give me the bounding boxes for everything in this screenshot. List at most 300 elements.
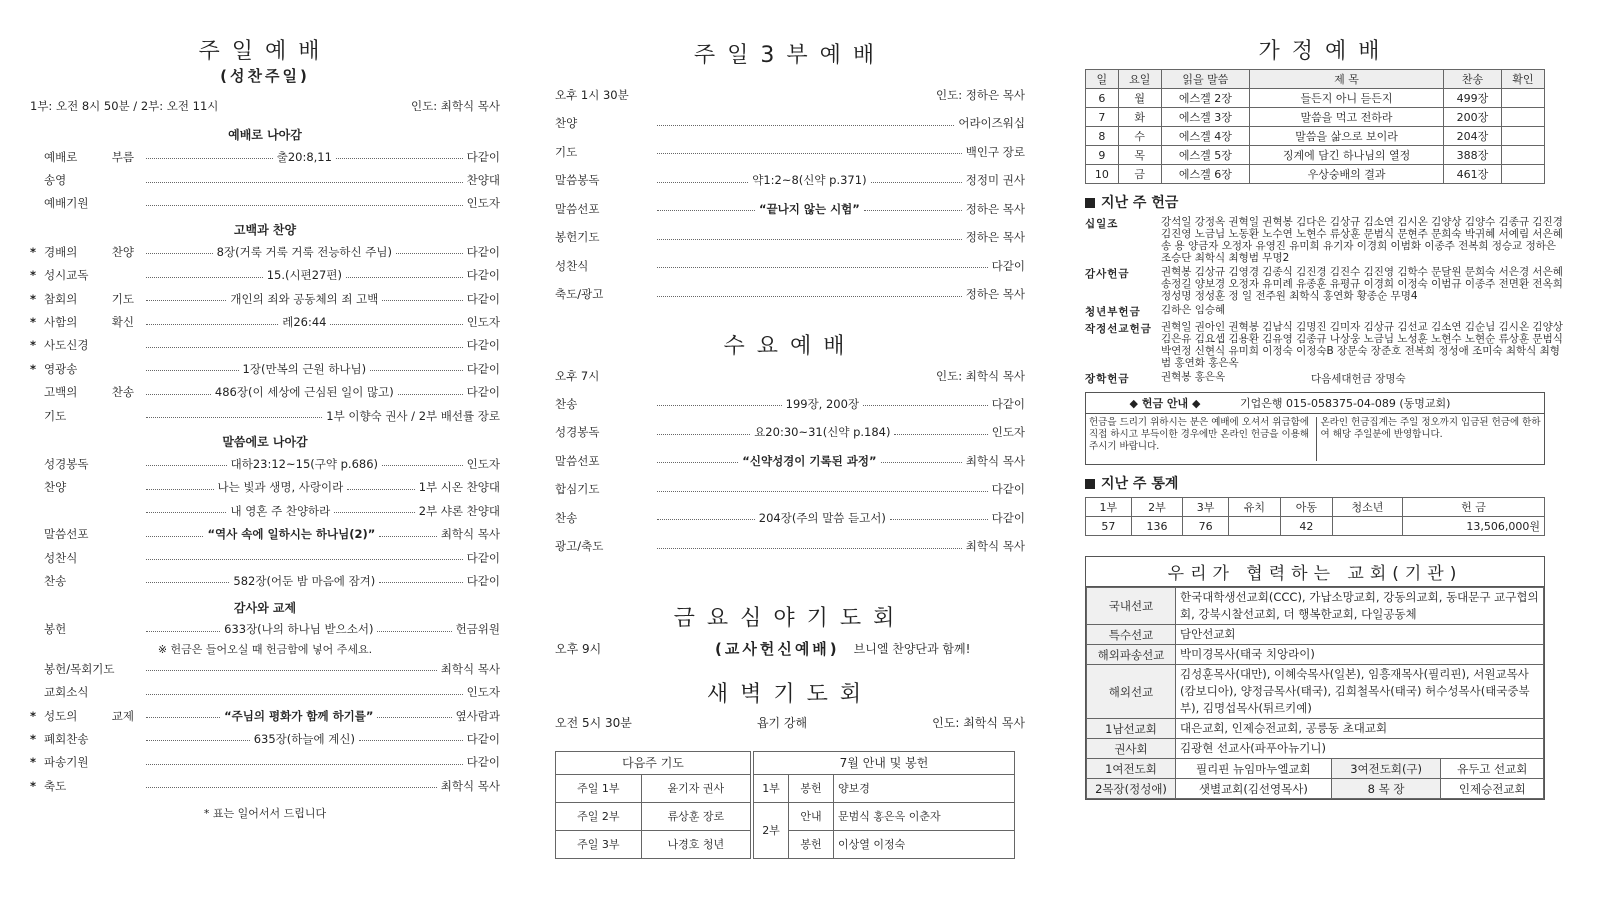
offering-row	[1085, 371, 1565, 386]
dot-leader	[146, 582, 229, 583]
bank-body	[1086, 414, 1544, 464]
order-item	[30, 357, 500, 380]
order-label: 성경봉독	[555, 425, 600, 440]
partner-text: 샛별교회(김선영목사)	[1176, 779, 1332, 799]
july-table-header: 7월 안내 및 봉헌	[754, 751, 1015, 774]
table-cell: 이상열 이정숙	[834, 830, 1015, 858]
dot-leader	[657, 239, 962, 240]
order-content: “주님의 평화가 함께 하기를”	[224, 708, 374, 723]
order-label: 찬송	[44, 573, 67, 588]
standing-mark: *	[30, 755, 37, 770]
order-label: 축도	[44, 778, 67, 793]
order-person: 정하은 목사	[965, 230, 1025, 245]
order-content: “끝나지 않는 시험”	[758, 201, 860, 216]
order-item	[30, 657, 500, 680]
order-person: 다같이	[466, 149, 500, 164]
table-cell: 들든지 아니 듣든지	[1250, 89, 1444, 108]
order-person: 인도자	[991, 425, 1026, 440]
order-person: 다같이	[466, 268, 500, 283]
order-item	[30, 145, 500, 168]
order-item	[30, 381, 500, 404]
table-cell	[1501, 108, 1544, 127]
order-label: 교회소식	[44, 685, 89, 700]
offering-names: 권혁일 권아인 권혁봉 김남식 김명진 김미자 김상규 김선교 김소연 김순님 김시온 김양상 김은유 김요셉 김용환 김유영 김종규 나상웅 노금님 노성훈 노현수 노현순 류상훈 문범식 박연정 신현식 유미희 이정숙 이정숙B 장문숙 장준호 전복희 정성애 조미숙 최학식 최형범 홍연화 홍은옥	[1161, 321, 1563, 369]
order-content: 15.(시편27편)	[266, 268, 342, 283]
order-item	[30, 499, 500, 522]
order-label: 찬송	[555, 510, 578, 525]
dot-leader	[863, 405, 988, 406]
order-person: 찬양대	[466, 173, 500, 188]
order-person: 정하은 목사	[965, 287, 1025, 302]
table-cell	[1332, 517, 1402, 536]
table-header-cell: 3부	[1183, 498, 1229, 517]
order-label: 봉헌	[44, 622, 67, 637]
order-person: 다같이	[466, 755, 500, 770]
order-label: 합심기도	[555, 482, 600, 497]
order-item	[555, 475, 1025, 504]
partner-text: 인제승전교회	[1441, 779, 1544, 799]
sunday-service-column	[30, 0, 500, 899]
dot-leader	[871, 182, 962, 183]
sunday-service-title: 주일예배	[198, 39, 332, 64]
offering-label: 작정선교헌금	[1085, 323, 1152, 335]
bank-title: ◆ 헌금 안내 ◆	[1129, 397, 1201, 410]
order-content: 약1:2~8(신약 p.371)	[752, 173, 867, 188]
order-person: 최학식 목사	[965, 539, 1025, 554]
dot-leader	[657, 296, 962, 297]
dot-leader	[379, 582, 462, 583]
partner-label: 3여전도회(구)	[1331, 759, 1441, 779]
order-person: 다같이	[466, 573, 501, 588]
partner-title: 우리가 협력하는 교회(기관)	[1086, 557, 1544, 587]
table-cell: 7	[1086, 108, 1119, 127]
dot-leader	[657, 405, 782, 406]
order-label: 성도의 교제	[44, 708, 134, 723]
dot-leader	[146, 394, 211, 395]
order-item	[30, 727, 500, 750]
partner-label: 해외선교	[1087, 665, 1176, 719]
order-list	[30, 452, 500, 592]
service-leader: 인도: 최학식 목사	[411, 99, 500, 113]
order-person: 최학식 목사	[440, 527, 501, 542]
table-cell: 6	[1086, 89, 1119, 108]
order-content: 개인의 죄와 공동체의 죄 고백	[230, 291, 379, 306]
order-person: 인도자	[466, 315, 501, 330]
table-header-cell: 일	[1086, 70, 1119, 89]
order-person: 다같이	[466, 550, 500, 565]
dot-leader	[146, 670, 437, 671]
table-cell: 수	[1118, 127, 1161, 146]
offering-title	[1085, 192, 1565, 212]
stats-table	[1085, 497, 1545, 536]
table-cell: 13,506,000원	[1403, 517, 1545, 536]
order-item	[30, 546, 500, 569]
wednesday-service-leader: 인도: 최학식 목사	[936, 368, 1025, 383]
offering-label: 감사헌금	[1085, 268, 1130, 280]
table-cell: 1부	[754, 774, 789, 802]
standing-mark: *	[30, 708, 37, 723]
dot-leader	[146, 324, 278, 325]
table-cell	[1501, 165, 1544, 184]
table-cell: 양보경	[834, 774, 1015, 802]
dawn-prayer-time: 오전 5시 30분	[555, 715, 632, 730]
order-list	[30, 240, 500, 427]
partner-label: 1남선교회	[1087, 719, 1176, 739]
table-header-cell: 헌 금	[1403, 498, 1545, 517]
stats-title	[1085, 473, 1565, 493]
table-row	[556, 802, 751, 830]
dawn-prayer-title: 새벽기도회	[706, 681, 874, 707]
section-heading: 예배로 나아감	[228, 128, 302, 142]
table-header-cell: 1부	[1086, 498, 1132, 517]
order-label: 찬양	[555, 116, 578, 131]
order-person: 백인구 장로	[965, 144, 1025, 159]
order-person: 다같이	[991, 510, 1025, 525]
order-item	[555, 138, 1025, 167]
order-content: 486장(이 세상에 근심된 일이 많고)	[214, 385, 394, 400]
wednesday-service-title: 수요예배	[723, 333, 857, 359]
dot-leader	[657, 125, 954, 126]
order-person: 다같이	[466, 731, 500, 746]
order-item	[555, 390, 1025, 419]
order-item	[30, 240, 500, 263]
order-item	[555, 532, 1025, 561]
partner-text: 필리핀 뉴임마누엘교회	[1176, 759, 1332, 779]
order-item	[30, 618, 500, 641]
dot-leader	[377, 717, 451, 718]
dot-leader	[890, 519, 988, 520]
order-content: 나는 빛과 생명, 사랑이라	[217, 480, 344, 495]
order-label: 성경봉독	[44, 456, 89, 471]
order-label: 영광송	[44, 361, 78, 376]
order-person: 2부 샤론 찬양대	[418, 503, 500, 518]
standing-mark: *	[30, 268, 37, 283]
order-label: 참회의 기도	[44, 291, 134, 306]
table-cell: 징계에 담긴 하나님의 열정	[1250, 146, 1444, 165]
table-cell: 목	[1118, 146, 1161, 165]
standing-note: * 표는 일어서서 드립니다	[203, 807, 327, 821]
bank-right-text: 온라인 헌금집계는 주일 정오까지 입금된 헌금에 한하여 해당 주일분에 반영합니다.	[1316, 417, 1542, 461]
table-cell: 42	[1280, 517, 1332, 536]
order-person: 다같이	[466, 338, 500, 353]
table-header-cell: 유치	[1228, 498, 1280, 517]
partner-text: 한국대학생선교회(CCC), 가납소망교회, 강동의교회, 동대문구 교구협의회, 강북시찰선교회, 더 행복한교회, 다일공동체	[1176, 588, 1544, 625]
table-row	[1086, 127, 1545, 146]
table-cell: 에스겔 2장	[1161, 89, 1249, 108]
dot-leader	[146, 559, 463, 560]
order-content: 635장(하늘에 계신)	[253, 731, 355, 746]
table-cell: 주일 3부	[556, 830, 642, 858]
table-row	[754, 802, 1015, 830]
friday-prayer-time: 오후 9시	[555, 641, 602, 656]
order-item	[30, 680, 500, 703]
order-item	[30, 522, 500, 545]
order-item	[30, 287, 500, 310]
table-header-cell: 요일	[1118, 70, 1161, 89]
dawn-prayer-leader: 인도: 최학식 목사	[932, 715, 1025, 730]
partner-text: 김성훈목사(대만), 이혜숙목사(일본), 임흥재목사(필리핀), 서원교목사(캄보디아), 양정금목사(태국), 김희철목사(태국) 허수성목사(태국중북부), 김명섭목사(튀르키예)	[1176, 665, 1544, 719]
table-row	[1086, 517, 1545, 536]
offering-row	[1085, 304, 1565, 319]
partner-row	[1087, 625, 1544, 645]
table-cell: 문범식 홍은옥 이춘자	[834, 802, 1015, 830]
dot-leader	[146, 158, 273, 159]
order-person: 1부 시온 찬양대	[418, 480, 500, 495]
order-label: 예배기원	[44, 196, 89, 211]
standing-mark: *	[30, 361, 37, 376]
dot-leader	[657, 434, 750, 435]
table-cell: 9	[1086, 146, 1119, 165]
table-cell: 에스겔 5장	[1161, 146, 1249, 165]
partner-text: 김광현 선교사(파푸아뉴기니)	[1176, 739, 1544, 759]
order-content: 출20:8,11	[276, 149, 332, 164]
order-content: 요20:30~31(신약 p.184)	[754, 425, 891, 440]
order-person: 다같이	[466, 291, 501, 306]
dot-leader	[146, 536, 203, 537]
dawn-prayer-text: 욥기 강해	[756, 715, 808, 730]
order-label: 사도신경	[44, 338, 89, 353]
order-person: 다같이	[991, 396, 1026, 411]
partner-row	[1087, 719, 1544, 739]
offering-names: 권혁봉 홍은옥	[1161, 371, 1226, 383]
third-service-column	[555, 0, 1025, 899]
partner-text: 박미경목사(태국 치앙라이)	[1176, 645, 1544, 665]
order-item	[30, 704, 500, 727]
table-row	[1086, 165, 1545, 184]
order-label: 봉헌/목회기도	[44, 661, 115, 676]
partner-text: 담안선교회	[1176, 625, 1544, 645]
prayer-table	[555, 751, 751, 859]
order-label: 예배로 부름	[44, 149, 134, 164]
dot-leader	[146, 300, 226, 301]
table-cell: 8	[1086, 127, 1119, 146]
prayer-table-header: 다음주 기도	[556, 751, 751, 774]
table-row	[556, 774, 751, 802]
dot-leader	[146, 465, 227, 466]
third-service-info	[555, 87, 1025, 103]
table-cell: 에스겔 6장	[1161, 165, 1249, 184]
order-label: 기도	[555, 144, 578, 159]
standing-mark: *	[30, 244, 37, 259]
table-row	[754, 830, 1015, 858]
table-cell: 류상훈 장로	[641, 802, 750, 830]
table-cell: 말씀을 먹고 전하라	[1250, 108, 1444, 127]
partner-table	[1086, 587, 1544, 799]
dot-leader	[146, 205, 463, 206]
stats-title-text: 지난 주 통계	[1101, 476, 1179, 492]
service-times: 1부: 오전 8시 50분 / 2부: 오전 11시	[30, 99, 219, 113]
order-list	[555, 390, 1025, 561]
dot-leader	[657, 267, 988, 268]
table-cell: 에스겔 4장	[1161, 127, 1249, 146]
standing-mark: *	[30, 291, 37, 306]
bank-account: 기업은행 015-058375-04-089 (동명교회)	[1240, 397, 1451, 410]
order-label: 송영	[44, 173, 67, 188]
order-item	[30, 192, 500, 215]
dot-leader	[657, 210, 755, 211]
dot-leader	[382, 300, 462, 301]
table-header-cell: 제 목	[1250, 70, 1444, 89]
order-person: 인도자	[466, 685, 500, 700]
friday-prayer-title: 금요심야기도회	[673, 605, 907, 631]
dot-leader	[359, 740, 463, 741]
offering-row	[1085, 216, 1565, 264]
table-cell	[1501, 89, 1544, 108]
dot-leader	[657, 153, 962, 154]
table-row	[556, 830, 751, 858]
order-item	[555, 195, 1025, 224]
offering-names: 강석일 강정옥 권혁일 권혁봉 김다은 김상규 김소연 김시온 김양상 김양수 김종규 김진경 김진영 노금님 노동환 노수연 노현수 류상훈 문범식 문현주 문희숙 박귀혜 서예림 서은혜 송 용 양금자 오정자 유영진 유미희 유기자 이경희 이범화 이종주 전복희 정승교 정하은 조승단 최학식 최형범 무명2	[1161, 216, 1563, 264]
order-content: 1장(만복의 근원 하나님)	[242, 361, 367, 376]
table-header-cell: 읽을 말씀	[1161, 70, 1249, 89]
dot-leader	[146, 182, 463, 183]
table-cell: 우상숭배의 결과	[1250, 165, 1444, 184]
order-item	[555, 109, 1025, 138]
dot-leader	[377, 631, 451, 632]
table-cell: 499장	[1444, 89, 1502, 108]
order-person: 헌금위원	[455, 622, 501, 637]
dot-leader	[146, 740, 250, 741]
section-heading: 감사와 교제	[233, 600, 297, 615]
bank-header	[1086, 393, 1544, 414]
order-label: 성찬식	[44, 550, 78, 565]
friday-prayer-info	[555, 638, 1025, 659]
dawn-prayer-info	[555, 714, 1025, 731]
dot-leader	[398, 394, 463, 395]
order-item	[30, 334, 500, 357]
dot-leader	[146, 277, 263, 278]
table-cell	[1501, 127, 1544, 146]
standing-mark: *	[30, 338, 37, 353]
partner-row	[1087, 665, 1544, 719]
table-row	[1086, 146, 1545, 165]
table-header-row	[1086, 70, 1545, 89]
next-week-tables	[555, 751, 1025, 859]
order-person: 인도자	[466, 456, 500, 471]
dot-leader	[146, 717, 220, 718]
square-bullet-icon	[1085, 198, 1095, 208]
dot-leader	[330, 324, 462, 325]
offering-names: 김하은 임승혜	[1161, 304, 1226, 316]
order-label: 찬송	[555, 396, 578, 411]
bank-box	[1085, 392, 1545, 465]
order-person: 1부 이향숙 권사 / 2부 배선률 장로	[326, 408, 500, 423]
order-item	[30, 774, 500, 797]
order-person: 다같이	[466, 361, 501, 376]
table-cell: 금	[1118, 165, 1161, 184]
dot-leader	[346, 277, 463, 278]
order-list	[30, 657, 500, 797]
dot-leader	[334, 512, 414, 513]
order-label: 성시교독	[44, 268, 89, 283]
dot-leader	[657, 519, 755, 520]
order-list	[30, 145, 500, 215]
order-content: 633장(나의 하나님 받으소서)	[224, 622, 374, 637]
order-content: “신약성경이 기록된 과정”	[742, 453, 877, 468]
dot-leader	[146, 417, 322, 418]
july-table	[753, 751, 1015, 859]
dot-leader	[347, 489, 415, 490]
next-generation-offering: 다음세대헌금 장명숙	[1311, 373, 1406, 385]
order-content: 내 영혼 주 찬양하라	[230, 503, 331, 518]
order-content: 대하23:12~15(구약 p.686)	[230, 456, 379, 471]
square-bullet-icon	[1085, 479, 1095, 489]
table-cell: 봉헌	[789, 830, 834, 858]
offering-title-text: 지난 주 헌금	[1101, 195, 1179, 211]
table-header-cell: 확인	[1501, 70, 1544, 89]
order-person: 정하은 목사	[965, 201, 1025, 216]
order-person: 다같이	[466, 385, 500, 400]
order-item	[30, 452, 500, 475]
order-person: 어라이즈워십	[958, 116, 1025, 131]
order-item	[30, 264, 500, 287]
sunday-service-subtitle: (성찬주일)	[220, 67, 310, 85]
table-cell: 주일 2부	[556, 802, 642, 830]
order-label: 광고/축도	[555, 539, 604, 554]
service-info	[30, 98, 500, 114]
table-cell: 2부	[754, 802, 789, 858]
order-list	[30, 618, 500, 641]
partner-row	[1087, 779, 1544, 799]
order-label: 말씀선포	[44, 527, 89, 542]
table-cell: 57	[1086, 517, 1132, 536]
table-row	[1086, 108, 1545, 127]
offering-label: 청년부헌금	[1085, 306, 1141, 318]
table-cell: 76	[1183, 517, 1229, 536]
table-cell: 200장	[1444, 108, 1502, 127]
section-heading: 말씀에로 나아감	[222, 435, 308, 450]
order-label: 폐회찬송	[44, 731, 89, 746]
order-item	[30, 310, 500, 333]
order-item	[555, 447, 1025, 476]
table-cell: 나경호 청년	[641, 830, 750, 858]
order-label: 말씀선포	[555, 201, 600, 216]
dot-leader	[146, 512, 226, 513]
order-content: 199장, 200장	[785, 396, 860, 411]
partner-label: 2목장(정성애)	[1087, 779, 1176, 799]
order-item	[30, 751, 500, 774]
offering-label: 십일조	[1085, 218, 1119, 230]
partner-text: 대은교회, 인제승전교회, 공릉동 초대교회	[1176, 719, 1544, 739]
order-item	[555, 418, 1025, 447]
dot-leader	[657, 548, 962, 549]
table-cell: 388장	[1444, 146, 1502, 165]
table-cell: 136	[1131, 517, 1183, 536]
dot-leader	[146, 370, 239, 371]
dot-leader	[146, 631, 220, 632]
table-cell: 10	[1086, 165, 1119, 184]
partner-label: 1여전도회	[1087, 759, 1176, 779]
offering-names: 권혁봉 김상규 김영경 김종식 김진경 김진수 김진영 김학수 문달원 문희숙 서은경 서은혜 송정길 양보경 오정자 유미례 유종훈 유평규 이경희 이정숙 이범규 이종주 전면환 전옥희 정성명 정성훈 정 일 전주원 최학식 홍연화 황종순 무명4	[1161, 266, 1563, 302]
order-item	[555, 252, 1025, 281]
partner-row	[1087, 739, 1544, 759]
table-cell: 윤기자 권사	[641, 774, 750, 802]
table-cell: 주일 1부	[556, 774, 642, 802]
family-worship-title: 가정예배	[1258, 39, 1392, 64]
section-heading: 고백과 찬양	[233, 223, 297, 238]
dot-leader	[336, 158, 463, 159]
offering-note: ※ 헌금은 들어오실 때 헌금함에 넣어 주세요.	[157, 643, 373, 657]
order-label: 기도	[44, 408, 67, 423]
table-header-row	[1086, 498, 1545, 517]
table-cell: 월	[1118, 89, 1161, 108]
order-item	[30, 476, 500, 499]
table-header-cell: 2부	[1131, 498, 1183, 517]
table-header-cell: 청소년	[1332, 498, 1402, 517]
dot-leader	[382, 465, 463, 466]
order-content: 레26:44	[282, 315, 327, 330]
partner-row	[1087, 645, 1544, 665]
